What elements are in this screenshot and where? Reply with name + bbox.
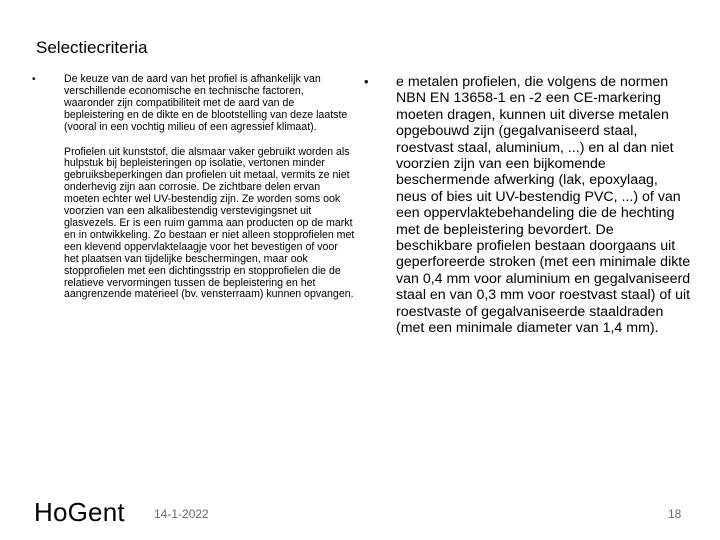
left-text (64, 74, 355, 314)
left-paragraph-2: Profielen uit kunststof, die alsmaar vaker gebruikt worden als hulpstuk bij bepleisteringen op isolatie, vertonen minder gebruiksbeperkingen dan profielen uit metaal, vermits ze niet onderhevig zijn aan corrosie. De zichtbare delen ervan moeten echter wel UV-bestendig zijn. Ze worden soms ook voorzien van een alkalibestendig verstevigingsnet uit glasvezels. Er is een ruim gamma aan producten op de markt en in ontwikkeling. Zo bestaan er niet alleen stopprofielen met een klevend oppervlaktelaagje voor het bevestigen of voor het plaatsen van tijdelijke beschermingen, maar ook stopprofielen met een dichtingsstrip en stopprofielen die de relatieve vervormingen tussen de bepleistering en het aangrenzende materieel (bv. vensterraam) kunnen opvangen. (64, 145, 355, 301)
footer-date: 14-1-2022 (154, 507, 209, 521)
bullet-icon: • (32, 74, 36, 85)
bullet-icon: • (364, 74, 369, 89)
left-bullet-item (30, 74, 355, 314)
right-column (362, 74, 692, 337)
right-text: e metalen profielen, die volgens de normen NBN EN 13658-1 en -2 een CE-markering moeten dragen, kunnen uit diverse metalen opgebouwd zijn (gegalvaniseerd staal, roestvast staal, aluminium, ...) en al dan niet voorzien zijn van een bijkomende beschermende afwerking (lak, epoxylaag, neus of bies uit UV-bestendig PVC, ...) of van een oppervlaktebehandeling die de hechting met de bepleistering bevordert. De beschikbare profielen bestaan doorgaans uit geperforeerde stroken (met een minimale dikte van 0,4 mm voor aluminium en gegalvaniseerd staal en van 0,3 mm voor roestvast staal) of uit roestvaste of gegalvaniseerde staaldraden (met een minimale diameter van 1,4 mm). (396, 74, 691, 337)
left-column (30, 74, 355, 314)
left-paragraph-1: De keuze van de aard van het profiel is afhankelijk van verschillende economische en technische factoren, waaronder zijn compatibiliteit met de aard van de bepleistering en de dikte en de blootstelling van deze laatste (vooral in een vochtig milieu of een agressief klimaat). (64, 73, 348, 133)
hogent-logo: HoGent (34, 497, 125, 527)
page-number: 18 (668, 507, 682, 521)
slide-title: Selectiecriteria (36, 38, 148, 57)
right-bullet-item (362, 74, 692, 337)
